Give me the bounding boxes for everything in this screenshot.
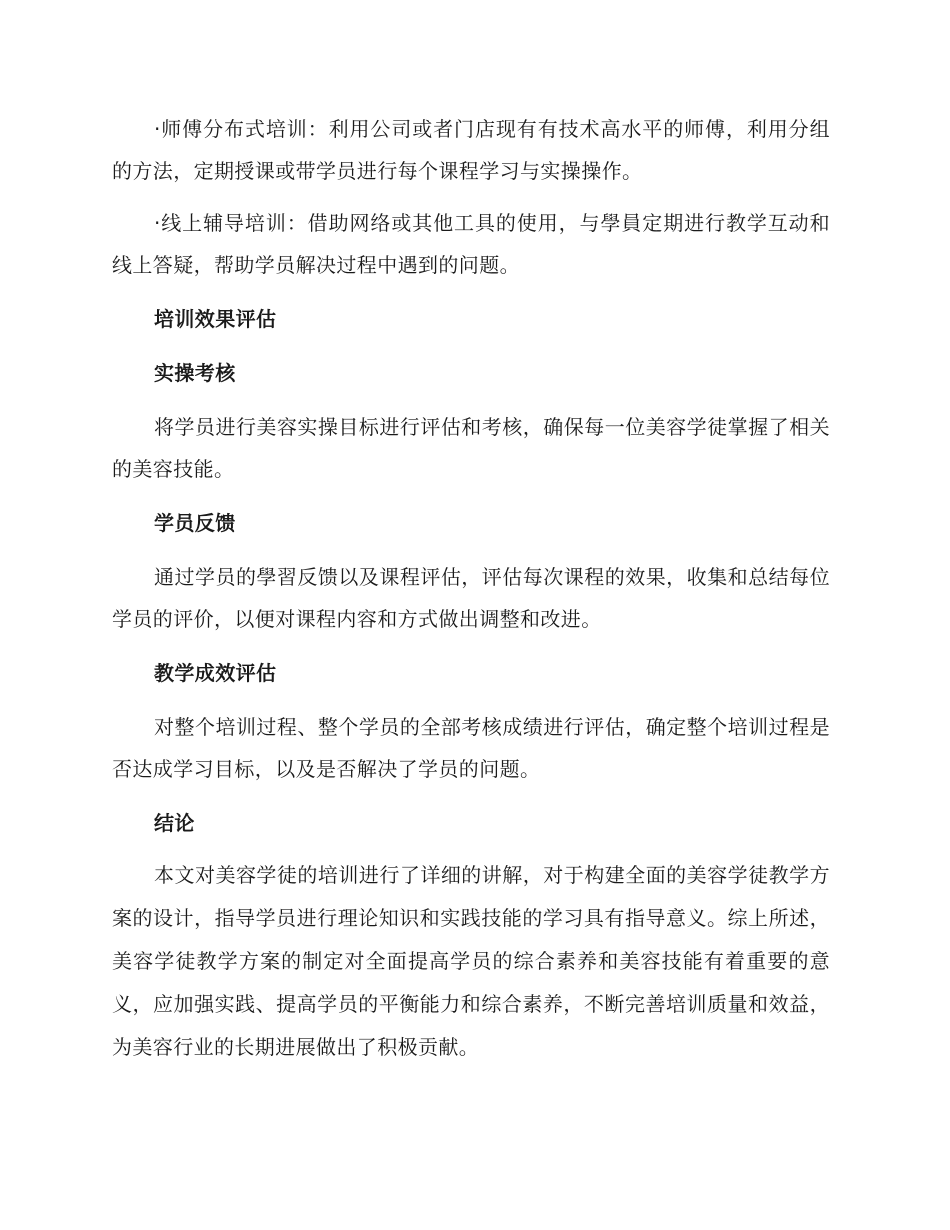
paragraph-conclusion: 本文对美容学徒的培训进行了详细的讲解，对于构建全面的美容学徒教学方案的设计，指导学员进行理论知识和实践技能的学习具有指导意义。综上所述，美容学徒教学方案的制定对全面提高学员的综合素养和美容技能有着重要的意义，应加强实践、提高学员的平衡能力和综合素养，不断完善培训质量和效益，为美容行业的长期进展做出了积极贡献。 [112,863,830,1059]
subsection-heading-teaching-effect: 教学成效评估 [154,661,277,685]
subsection-heading-practical-exam: 实操考核 [154,361,236,385]
subsection-heading-student-feedback: 学员反馈 [154,511,236,535]
document-page [112,108,830,1069]
bullet-online-training: ·线上辅导培训：借助网络或其他工具的使用，与學員定期进行教学互动和线上答疑，帮助学员解决过程中遇到的问题。 [112,211,830,277]
conclusion-heading: 结论 [154,811,195,835]
paragraph-student-feedback: 通过学员的學習反馈以及课程评估，评估每次课程的效果，收集和总结每位学员的评价，以便对课程内容和方式做出调整和改进。 [112,565,830,631]
section-heading-training-evaluation: 培训效果评估 [154,307,277,331]
bullet-mentor-training: ·师傅分布式培训：利用公司或者门店现有有技术高水平的师傅，利用分组的方法，定期授课或带学员进行每个课程学习与实操操作。 [112,117,830,183]
paragraph-practical-exam: 将学员进行美容实操目标进行评估和考核，确保每一位美容学徒掌握了相关的美容技能。 [112,415,830,481]
paragraph-teaching-effect: 对整个培训过程、整个学员的全部考核成绩进行评估，确定整个培训过程是否达成学习目标，以及是否解决了学员的问题。 [112,715,830,781]
